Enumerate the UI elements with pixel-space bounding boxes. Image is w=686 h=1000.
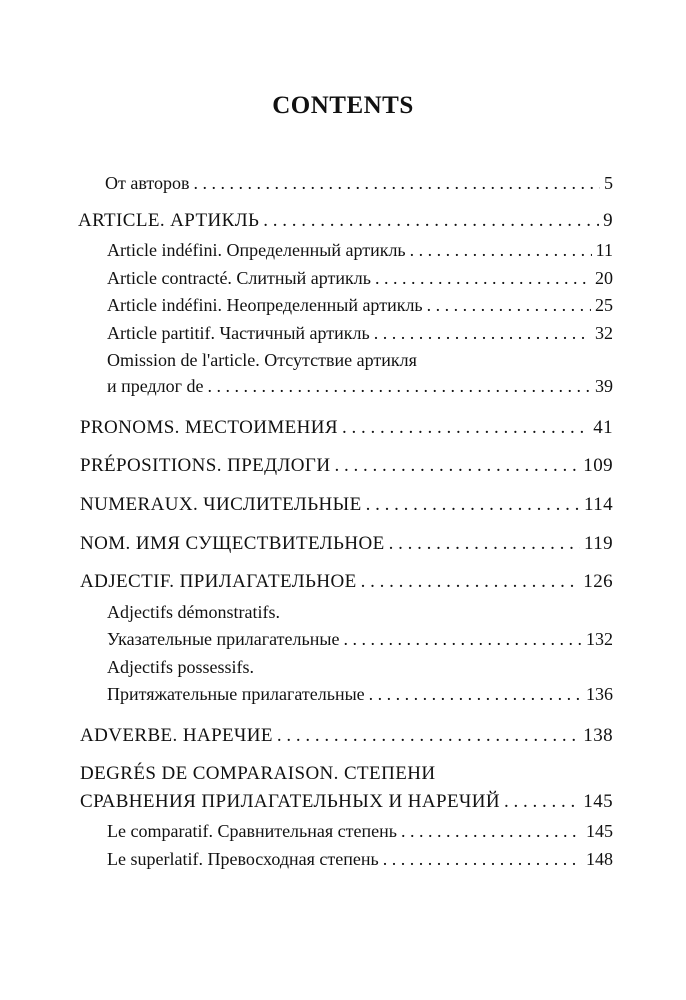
toc-entry-title: ADVERBE. НАРЕЧИЕ: [80, 725, 273, 746]
dot-leader: [361, 571, 580, 593]
toc-entry-adjectif[interactable]: [80, 571, 613, 593]
toc-entry-article-contracte[interactable]: [107, 267, 613, 289]
toc-entry-article-indefini[interactable]: [107, 294, 613, 316]
dot-leader: [277, 725, 579, 747]
toc-entry-title: Притяжательные прилагательные: [107, 684, 365, 704]
toc-page-number: 11: [595, 240, 613, 260]
toc-entry-title: ADJECTIF. ПРИЛАГАТЕЛЬНОЕ: [80, 571, 357, 592]
toc-entry-title: PRÉPOSITIONS. ПРЕДЛОГИ: [80, 455, 331, 476]
toc-entry-title: NOM. ИМЯ СУЩЕСТВИТЕЛЬНОЕ: [80, 533, 385, 554]
toc-entry-article-partitif[interactable]: [107, 322, 613, 344]
toc-entry-title: Article contracté. Слитный артикль: [107, 268, 371, 288]
dot-leader: [383, 848, 582, 870]
toc-page-number: 9: [603, 210, 613, 231]
toc-page-number: 109: [583, 455, 613, 476]
toc-entry-article[interactable]: [78, 210, 613, 232]
toc-entry-degres[interactable]: [80, 791, 613, 813]
toc-page-number: 126: [583, 571, 613, 592]
toc-page-number: 145: [583, 791, 613, 812]
page-title: CONTENTS: [272, 92, 414, 119]
dot-leader: [342, 417, 589, 439]
toc-entry-title: СРАВНЕНИЯ ПРИЛАГАТЕЛЬНЫХ И НАРЕЧИЙ: [80, 791, 500, 812]
toc-entry-adverbe[interactable]: [80, 725, 613, 747]
dot-leader: [366, 494, 580, 516]
toc-page-number: 20: [595, 268, 613, 288]
toc-entry-nom[interactable]: [80, 533, 613, 555]
dot-leader: [427, 294, 591, 316]
toc-entry-title: Указательные прилагательные: [107, 629, 340, 649]
dot-leader: [410, 239, 592, 261]
dot-leader: [263, 210, 599, 232]
toc-entry-numeraux[interactable]: [80, 494, 613, 516]
dot-leader: [374, 322, 591, 344]
toc-entry-from-authors[interactable]: [105, 172, 613, 194]
toc-entry-title: Le superlatif. Превосходная степень: [107, 849, 379, 869]
toc-entry-demonstratifs[interactable]: [107, 628, 613, 650]
toc-entry-degres-line1: DEGRÉS DE COMPARAISON. СТЕПЕНИ: [80, 763, 436, 784]
toc-entry-omission-line1: Omission de l'article. Отсутствие артикля: [107, 350, 417, 370]
toc-entry-demonstratifs-line1: Adjectifs démonstratifs.: [107, 602, 280, 622]
toc-page-number: 114: [584, 494, 613, 515]
toc-entry-pronoms[interactable]: [80, 417, 613, 439]
dot-leader: [334, 455, 579, 477]
toc-page-number: 32: [595, 323, 613, 343]
toc-entry-title: PRONOMS. МЕСТОИМЕНИЯ: [80, 417, 338, 438]
toc-entry-title: и предлог de: [107, 376, 204, 396]
toc-entry-title: От авторов: [105, 173, 190, 193]
dot-leader: [343, 628, 582, 650]
toc-entry-superlatif[interactable]: [107, 848, 613, 870]
toc-entry-title: Article indéfini. Неопределенный артикль: [107, 295, 423, 315]
toc-entry-possessifs-line1: Adjectifs possessifs.: [107, 657, 254, 677]
toc-page-number: 39: [595, 376, 613, 396]
toc-entry-title: Article partitif. Частичный артикль: [107, 323, 370, 343]
toc-entry-title: NUMERAUX. ЧИСЛИТЕЛЬНЫЕ: [80, 494, 362, 515]
toc-entry-omission[interactable]: [107, 375, 613, 397]
dot-leader: [369, 683, 582, 705]
dot-leader: [389, 533, 580, 555]
toc-entry-possessifs[interactable]: [107, 683, 613, 705]
toc-entry-comparatif[interactable]: [107, 820, 613, 842]
toc-entry-title: Le comparatif. Сравнительная степень: [107, 821, 397, 841]
toc-entry-article-defini[interactable]: [107, 239, 613, 261]
dot-leader: [194, 172, 600, 194]
toc-page-number: 136: [586, 684, 613, 704]
toc-entry-title: ARTICLE. АРТИКЛЬ: [78, 210, 260, 231]
toc-page-number: 119: [584, 533, 613, 554]
toc-page-number: 41: [593, 417, 613, 438]
dot-leader: [375, 267, 591, 289]
toc-page-number: 145: [586, 821, 613, 841]
dot-leader: [401, 820, 582, 842]
toc-page-number: 25: [595, 295, 613, 315]
toc-page-number: 132: [586, 629, 613, 649]
dot-leader: [504, 791, 579, 813]
toc-page-number: 148: [586, 849, 613, 869]
toc-entry-prepositions[interactable]: [80, 455, 613, 477]
toc-page-number: 138: [583, 725, 613, 746]
dot-leader: [208, 375, 591, 397]
toc-entry-title: Article indéfini. Определенный артикль: [107, 240, 406, 260]
toc-page-number: 5: [604, 173, 613, 193]
